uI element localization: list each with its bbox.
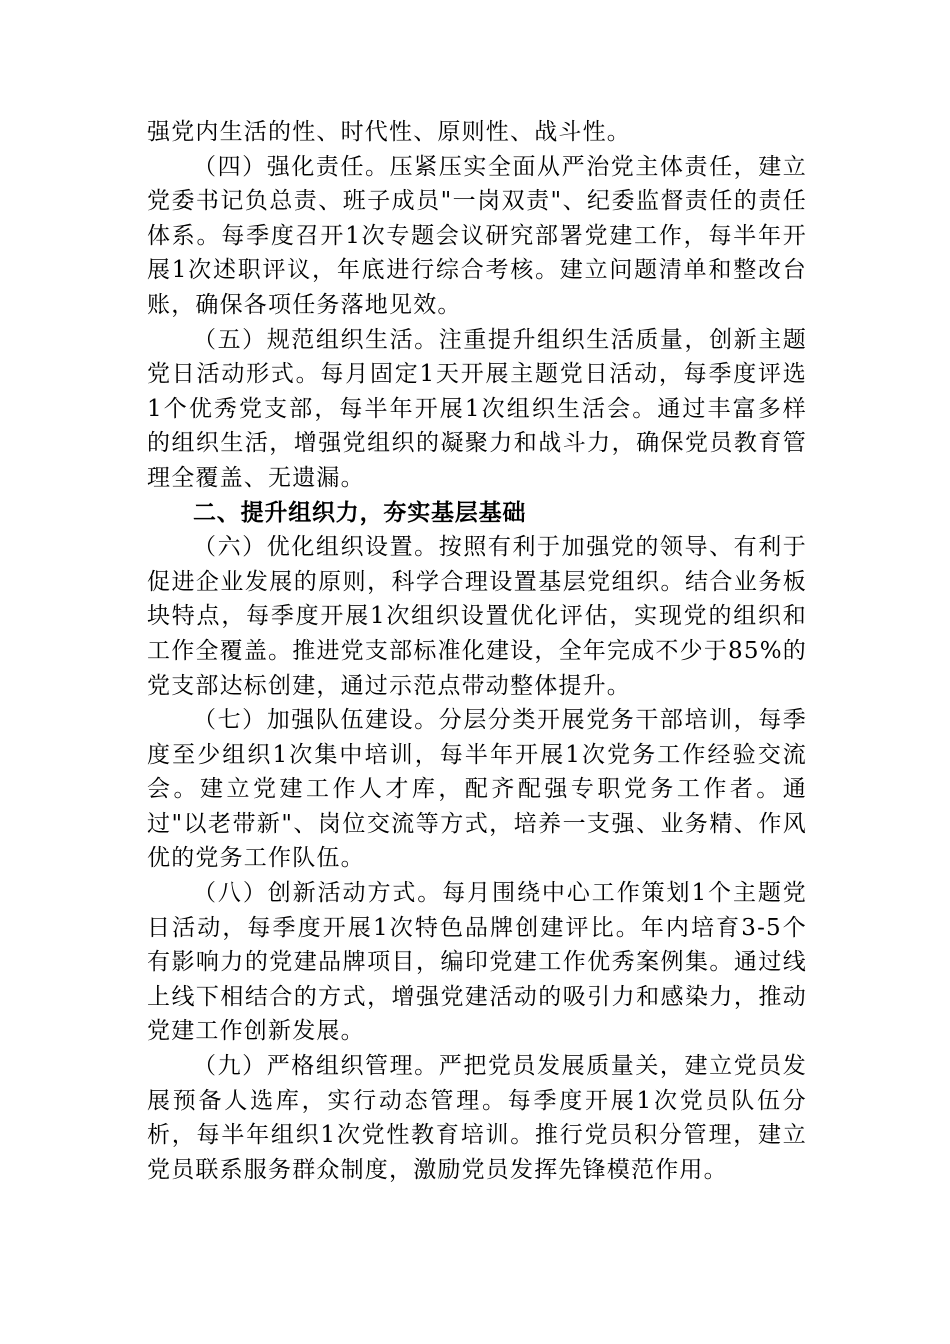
paragraph-5-organization-life: （五）规范组织生活。注重提升组织生活质量，创新主题党日活动形式。每月固定1天开展主题党日活动，每季度评选1个优秀党支部，每半年开展1次组织生活会。通过丰富多样的组织生活，增强党组织的凝聚力和战斗力，确保党员教育管理全覆盖、无遗漏。 xyxy=(147,326,807,491)
paragraph-continuation: 强党内生活的性、时代性、原则性、战斗性。 xyxy=(147,119,631,145)
paragraph-7-team-building: （七）加强队伍建设。分层分类开展党务干部培训，每季度至少组织1次集中培训，每半年开展1次党务工作经验交流会。建立党建工作人才库，配齐配强专职党务工作者。通过"以老带新"、岗位交流等方式，培养一支强、业务精、作风优的党务工作队伍。 xyxy=(147,707,807,872)
document-body xyxy=(147,115,807,1187)
paragraph-8-activity-innovation: （八）创新活动方式。每月围绕中心工作策划1个主题党日活动，每季度开展1次特色品牌创建评比。年内培育3-5个有影响力的党建品牌项目，编印党建工作优秀案例集。通过线上线下相结合的方式，增强党建活动的吸引力和感染力，推动党建工作创新发展。 xyxy=(147,880,807,1045)
paragraph-6-organization-setup: （六）优化组织设置。按照有利于加强党的领导、有利于促进企业发展的原则，科学合理设置基层党组织。结合业务板块特点，每季度开展1次组织设置优化评估，实现党的组织和工作全覆盖。推进党支部标准化建设，全年完成不少于85%的党支部达标创建，通过示范点带动整体提升。 xyxy=(147,534,807,699)
paragraph-4-responsibility: （四）强化责任。压紧压实全面从严治党主体责任，建立党委书记负总责、班子成员"一岗双责"、纪委监督责任的责任体系。每季度召开1次专题会议研究部署党建工作，每半年开展1次述职评议，年底进行综合考核。建立问题清单和整改台账，确保各项任务落地见效。 xyxy=(147,153,807,318)
section-heading-2: 二、提升组织力，夯实基层基础 xyxy=(193,499,527,526)
paragraph-9-organization-management: （九）严格组织管理。严把党员发展质量关，建立党员发展预备人选库，实行动态管理。每季度开展1次党员队伍分析，每半年组织1次党性教育培训。推行党员积分管理，建立党员联系服务群众制度，激励党员发挥先锋模范作用。 xyxy=(147,1053,807,1183)
